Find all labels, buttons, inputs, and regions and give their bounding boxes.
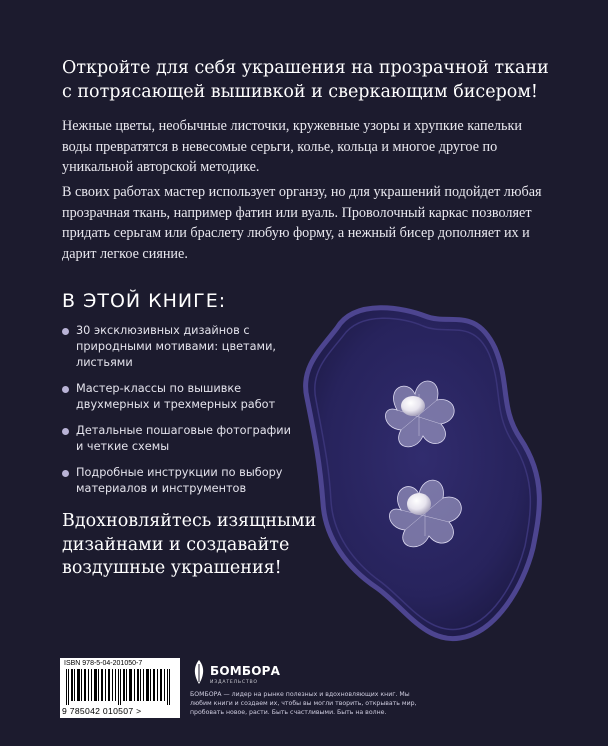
section-heading: В ЭТОЙ КНИГЕ: (62, 290, 227, 312)
feature-text: Мастер-классы по вышивке двухмерных и трехмерных работ (76, 382, 276, 411)
earrings-on-dish-photo (285, 288, 555, 648)
barcode-icon (64, 669, 176, 705)
feature-text: Подробные инструкции по выбору материалов и инструментов (76, 466, 283, 495)
technique-paragraph: В своих работах мастер использует органзу, но для украшений подойдет любая прозрачная ткань, например фатин или вуаль. Проволочный каркас позволяет придать серьгам или браслету любую форму, а нежный бисер дополняет их и дарит легкое сияние. (62, 184, 542, 262)
feature-text: 30 эксклюзивных дизайнов с природными мотивами: цветами, листьями (76, 324, 277, 369)
bombora-leaf-icon (190, 658, 208, 686)
publisher-logo (190, 658, 281, 690)
feature-item (62, 381, 292, 413)
dish-shape (306, 308, 540, 639)
closing-slogan: Вдохновляйтесь изящными дизайнами и создавайте воздушные украшения! (62, 511, 317, 578)
feature-item (62, 423, 292, 455)
bullet-icon (62, 428, 69, 435)
bullet-icon (62, 386, 69, 393)
logo-subtitle: ИЗДАТЕЛЬСТВО (210, 680, 258, 685)
feature-item (62, 465, 292, 497)
bullet-icon (62, 328, 69, 335)
headline: Откройте для себя украшения на прозрачной ткани с потрясающей вышивкой и сверкающим бисером! (62, 58, 549, 102)
feature-text: Детальные пошаговые фотографии и четкие схемы (76, 424, 291, 453)
logo-name: БОМБОРА (210, 664, 281, 678)
barcode-digits: 9 785042 010507 > (62, 706, 142, 716)
intro-paragraph: Нежные цветы, необычные листочки, кружевные узоры и хрупкие капельки воды превратятся в невесомые серьги, колье, кольца и многое другое по уникальной авторской методике. (62, 118, 522, 175)
feature-item (62, 323, 292, 371)
feature-list (62, 323, 292, 507)
bullet-icon (62, 470, 69, 477)
isbn-label: ISBN 978-5-04-201050-7 (64, 660, 143, 667)
barcode-box (60, 658, 180, 718)
publisher-note: БОМБОРА — лидер на рынке полезных и вдохновляющих книг. Мы любим книги и создаем их, чтобы вы могли творить, открывать мир, пробовать новое, расти. Быть счастливыми. Быть на волне. (190, 691, 417, 716)
